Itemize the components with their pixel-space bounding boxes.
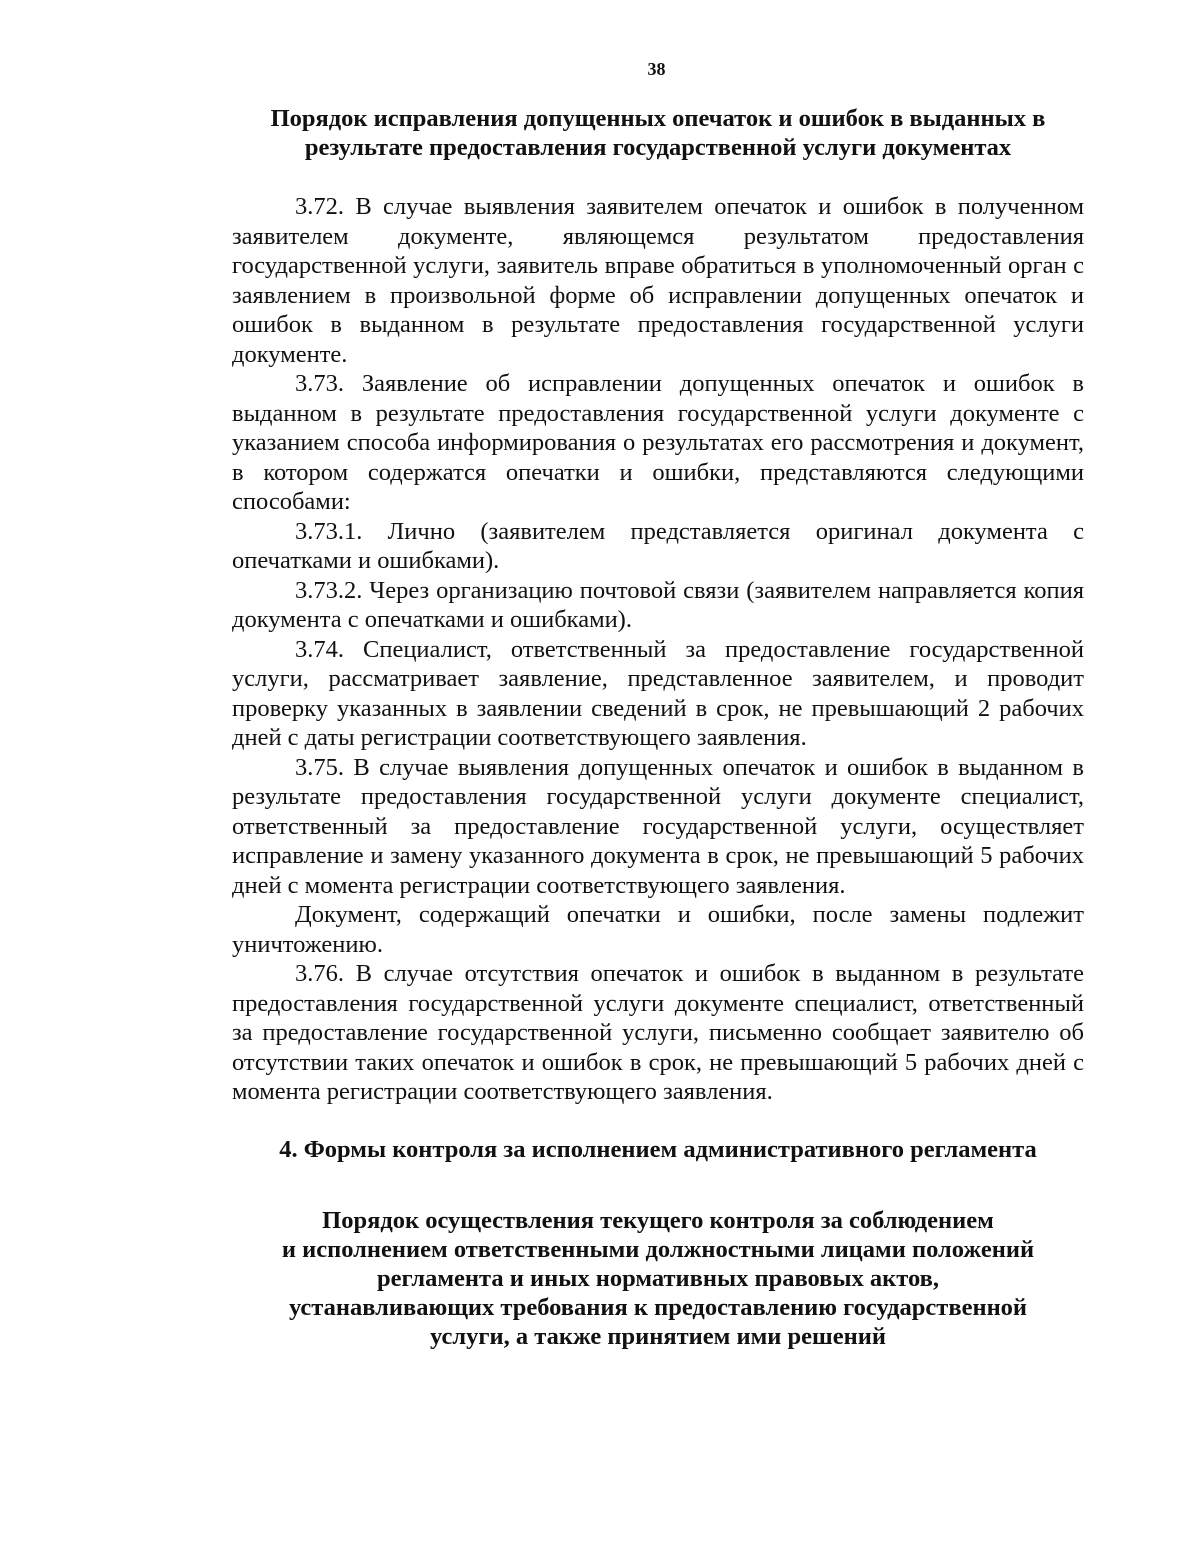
section-heading-corrections	[232, 104, 1084, 162]
heading-line: Порядок осуществления текущего контроля за соблюдением	[322, 1206, 994, 1234]
paragraph-3-73-1: 3.73.1. Лично (заявителем представляется оригинал документа с опечатками и ошибками).	[232, 517, 1084, 574]
heading-line: услуги, а также принятием ими решений	[430, 1322, 886, 1350]
heading-line: устанавливающих требования к предоставлению государственной	[288, 1293, 1028, 1321]
paragraph-3-73-2: 3.73.2. Через организацию почтовой связи (заявителем направляется копия документа с опечатками и ошибками).	[232, 576, 1084, 633]
body-text	[232, 192, 1084, 1107]
heading-line: регламента и иных нормативных правовых актов,	[376, 1264, 939, 1292]
paragraph-3-75: 3.75. В случае выявления допущенных опечаток и ошибок в выданном в результате предоставления государственной услуги документе специалист, ответственный за предоставление государственной услуги, осуществляет исправление и замену указанного документа в срок, не превышающий 5 рабочих дней с момента регистрации соответствующего заявления.	[232, 753, 1084, 899]
paragraph-document-destruction: Документ, содержащий опечатки и ошибки, после замены подлежит уничтожению.	[232, 901, 1084, 958]
page-number: 38	[647, 59, 666, 79]
heading-line: результате предоставления государственной услуги документах	[304, 134, 1012, 161]
section-heading-control-forms	[232, 1135, 1084, 1164]
paragraph-3-73: 3.73. Заявление об исправлении допущенных опечаток и ошибок в выданном в результате предоставления государственной услуги документе с указанием способа информирования о результатах его рассмотрения и документ, в котором содержатся опечатки и ошибки, представляются следующими способами:	[232, 370, 1084, 515]
heading-line: Порядок исправления допущенных опечаток и ошибок в выданных в	[270, 105, 1046, 132]
section-heading-current-control	[232, 1206, 1084, 1351]
paragraph-3-74: 3.74. Специалист, ответственный за предоставление государственной услуги, рассматривает заявление, представленное заявителем, и проводит проверку указанных в заявлении сведений в срок, не превышающий 2 рабочих дней с даты регистрации соответствующего заявления.	[232, 635, 1084, 751]
heading-line: и исполнением ответственными должностными лицами положений	[281, 1235, 1035, 1263]
paragraph-3-76: 3.76. В случае отсутствия опечаток и ошибок в выданном в результате предоставления государственной услуги документе специалист, ответственный за предоставление государственной услуги, письменно сообщает заявителю об отсутствии таких опечаток и ошибок в срок, не превышающий 5 рабочих дней с момента регистрации соответствующего заявления.	[232, 960, 1084, 1105]
heading-line: 4. Формы контроля за исполнением административного регламента	[279, 1135, 1037, 1163]
paragraph-3-72: 3.72. В случае выявления заявителем опечаток и ошибок в полученном заявителем документе, являющемся результатом предоставления государственной услуги, заявитель вправе обратиться в уполномоченный орган с заявлением в произвольной форме об исправлении допущенных опечаток и ошибок в выданном в результате предоставления государственной услуги документе.	[232, 193, 1084, 368]
document-content	[232, 104, 1084, 1351]
